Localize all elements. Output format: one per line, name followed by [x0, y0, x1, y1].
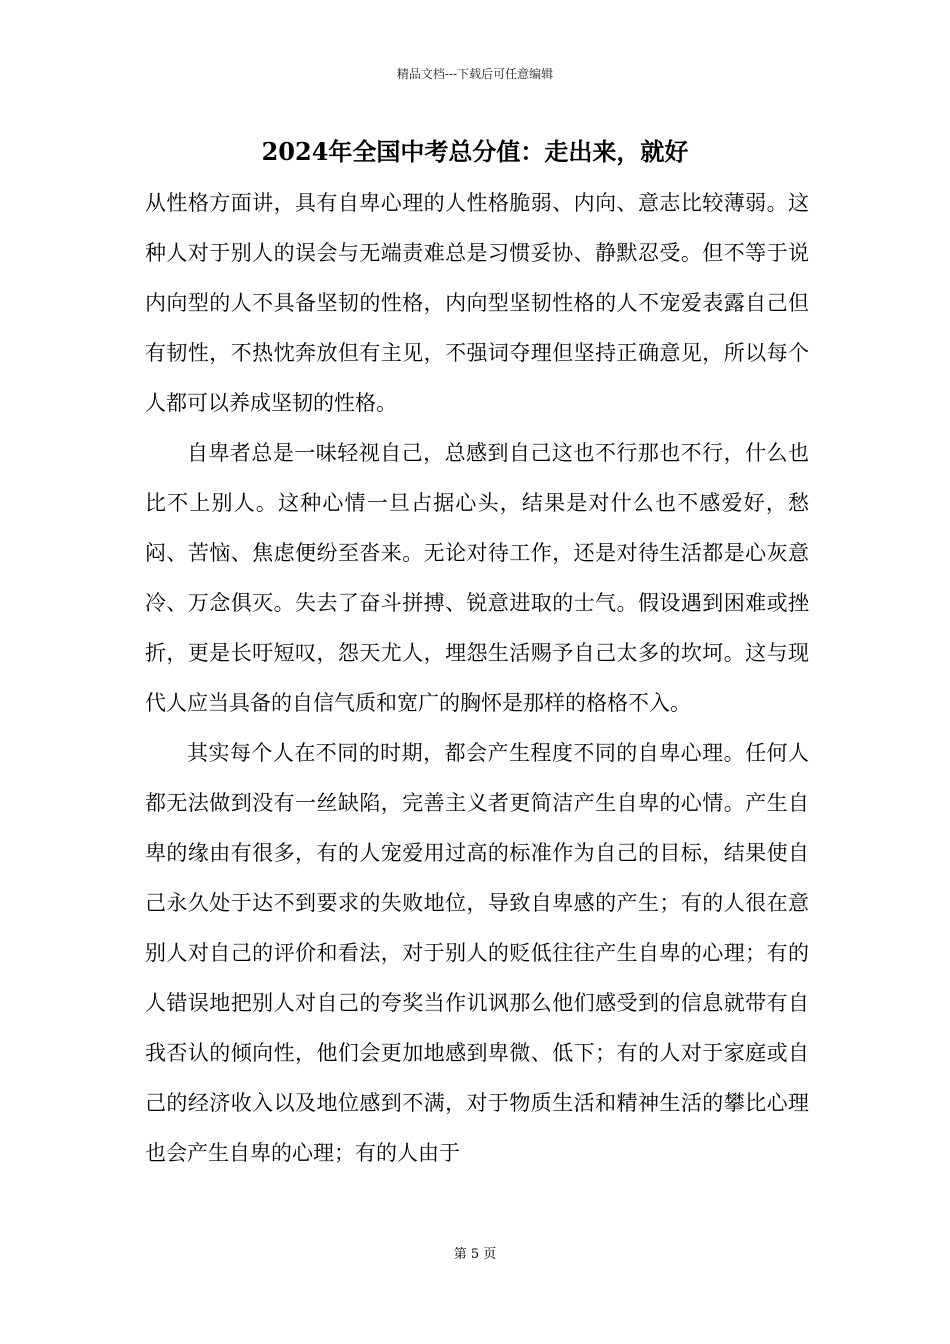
paragraph-3: 其实每个人在不同的时期，都会产生程度不同的自卑心理。任何人都无法做到没有一丝缺陷，完善主义者更简洁产生自卑的心情。产生自卑的缘由有很多，有的人宠爱用过高的标准作为自己的目标，结果使自己永久处于达不到要求的失败地位，导致自卑感的产生；有的人很在意别人对自己的评价和看法，对于别人的贬低往往产生自卑的心理；有的人错误地把别人对自己的夸奖当作讥讽那么他们感受到的信息就带有自我否认的倾向性，他们会更加地感到卑微、低下；有的人对于家庭或自己的经济收入以及地位感到不满，对于物质生活和精神生活的攀比心理也会产生自卑的心理；有的人由于 [145, 741, 809, 1165]
paragraph-1: 从性格方面讲，具有自卑心理的人性格脆弱、内向、意志比较薄弱。这种人对于别人的误会与无端责难总是习惯妥协、静默忍受。但不等于说内向型的人不具备坚韧的性格，内向型坚韧性格的人不宠爱表露自己但有韧性，不热忱奔放但有主见，不强词夺理但坚持正确意见，所以每个人都可以养成坚韧的性格。 [145, 191, 809, 415]
paragraph-2: 自卑者总是一味轻视自己，总感到自己这也不行那也不行，什么也比不上别人。这种心情一旦占据心头，结果是对什么也不感爱好，愁闷、苦恼、焦虑便纷至沓来。无论对待工作，还是对待生活都是心灰意冷、万念俱灭。失去了奋斗拼搏、锐意进取的士气。假设遇到困难或挫折，更是长吁短叹，怨天尤人，埋怨生活赐予自己太多的坎坷。这与现代人应当具备的自信气质和宽广的胸怀是那样的格格不入。 [145, 441, 809, 715]
document-body [145, 178, 809, 1178]
document-title: 2024年全国中考总分值：走出来，就好 [261, 137, 689, 166]
page-number: 第 5 页 [453, 1247, 497, 1262]
page-header: 精品文档---下载后可任意编辑 [396, 67, 554, 81]
